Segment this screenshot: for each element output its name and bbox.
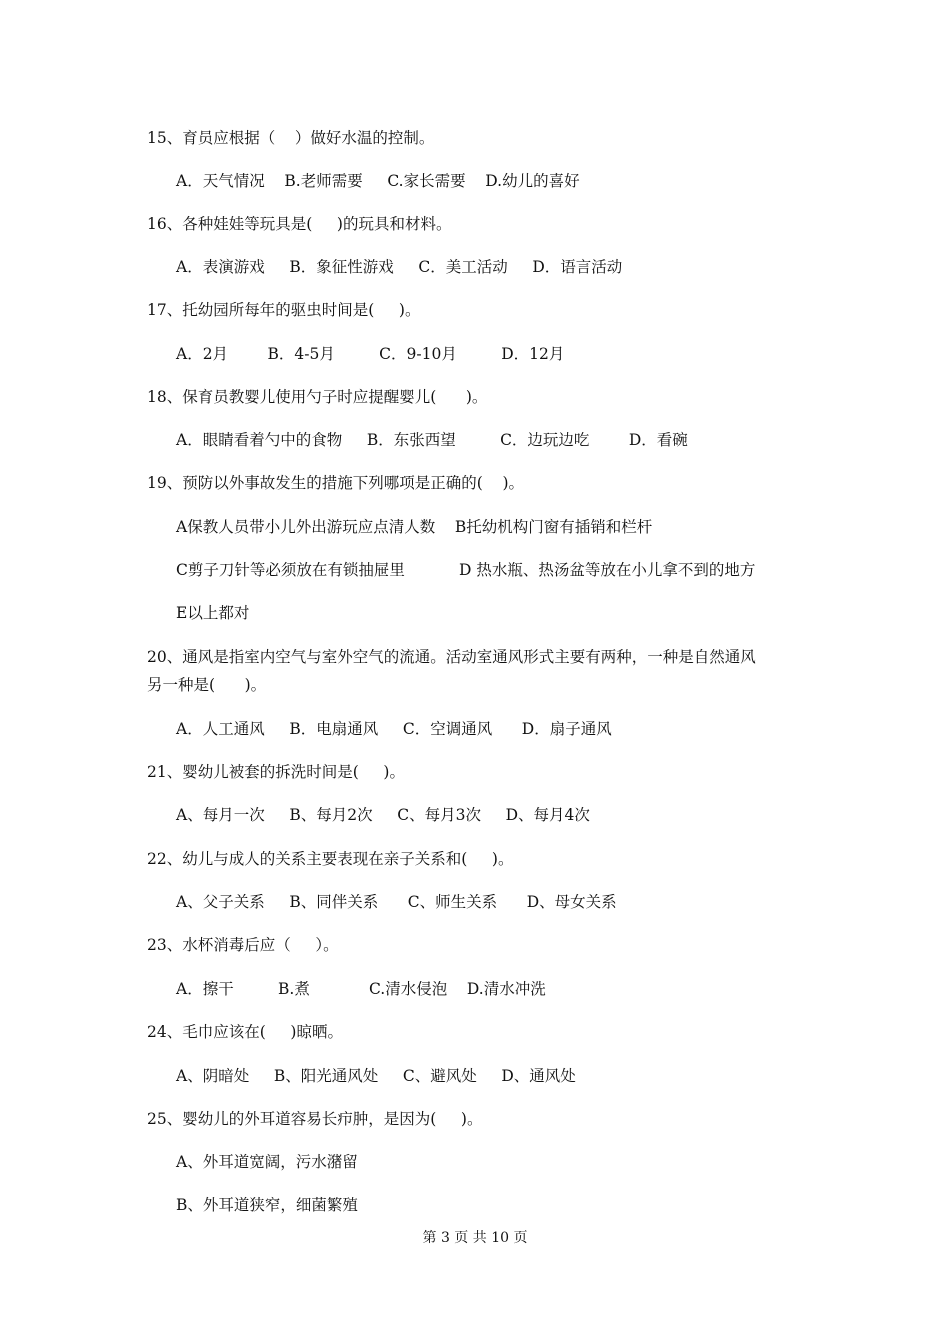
- question-23: 23、水杯消毒后应（ ）。: [147, 936, 339, 954]
- options-18: A．眼睛看着勺中的食物 B．东张西望 C．边玩边吃 D．看碗: [176, 431, 688, 449]
- question-20-continued: 另一种是( )。: [147, 676, 267, 694]
- question-15: 15、育员应根据（ ）做好水温的控制。: [147, 129, 435, 147]
- question-25: 25、婴幼儿的外耳道容易长疖肿，是因为( )。: [147, 1110, 483, 1128]
- options-20: A．人工通风 B．电扇通风 C．空调通风 D．扇子通风: [176, 720, 612, 738]
- question-19: 19、预防以外事故发生的措施下列哪项是正确的( )。: [147, 474, 525, 492]
- options-21: A、每月一次 B、每月2次 C、每月3次 D、每月4次: [176, 806, 590, 824]
- question-18: 18、保育员教婴儿使用勺子时应提醒婴儿( )。: [147, 388, 488, 406]
- question-16: 16、各种娃娃等玩具是( )的玩具和材料。: [147, 215, 452, 233]
- options-25-line-2: B、外耳道狭窄，细菌繁殖: [176, 1196, 358, 1214]
- question-21: 21、婴幼儿被套的拆洗时间是( )。: [147, 763, 405, 781]
- options-17: A．2月 B．4-5月 C．9-10月 D．12月: [176, 345, 565, 363]
- question-20: 20、通风是指室内空气与室外空气的流通。活动室通风形式主要有两种，一种是自然通风: [147, 648, 756, 666]
- options-24: A、阴暗处 B、阳光通风处 C、避风处 D、通风处: [176, 1067, 576, 1085]
- options-16: A．表演游戏 B．象征性游戏 C．美工活动 D．语言活动: [176, 258, 623, 276]
- options-25-line-1: A、外耳道宽阔，污水潴留: [176, 1153, 358, 1171]
- question-22: 22、幼儿与成人的关系主要表现在亲子关系和( )。: [147, 850, 514, 868]
- options-15: A．天气情况 B.老师需要 C.家长需要 D.幼儿的喜好: [176, 172, 580, 190]
- page-footer: 第 3 页 共 10 页: [422, 1230, 528, 1246]
- options-23: A．擦干 B.煮 C.清水侵泡 D.清水冲洗: [176, 980, 546, 998]
- question-17: 17、托幼园所每年的驱虫时间是( )。: [147, 301, 421, 319]
- question-24: 24、毛巾应该在( )晾晒。: [147, 1023, 343, 1041]
- options-19-line-3: E以上都对: [176, 604, 250, 622]
- options-19-line-2: C剪子刀针等必须放在有锁抽屉里 D 热水瓶、热汤盆等放在小儿拿不到的地方: [176, 561, 756, 579]
- options-22: A、父子关系 B、同伴关系 C、师生关系 D、母女关系: [176, 893, 617, 911]
- options-19-line-1: A保教人员带小儿外出游玩应点清人数 B托幼机构门窗有插销和栏杆: [176, 518, 653, 536]
